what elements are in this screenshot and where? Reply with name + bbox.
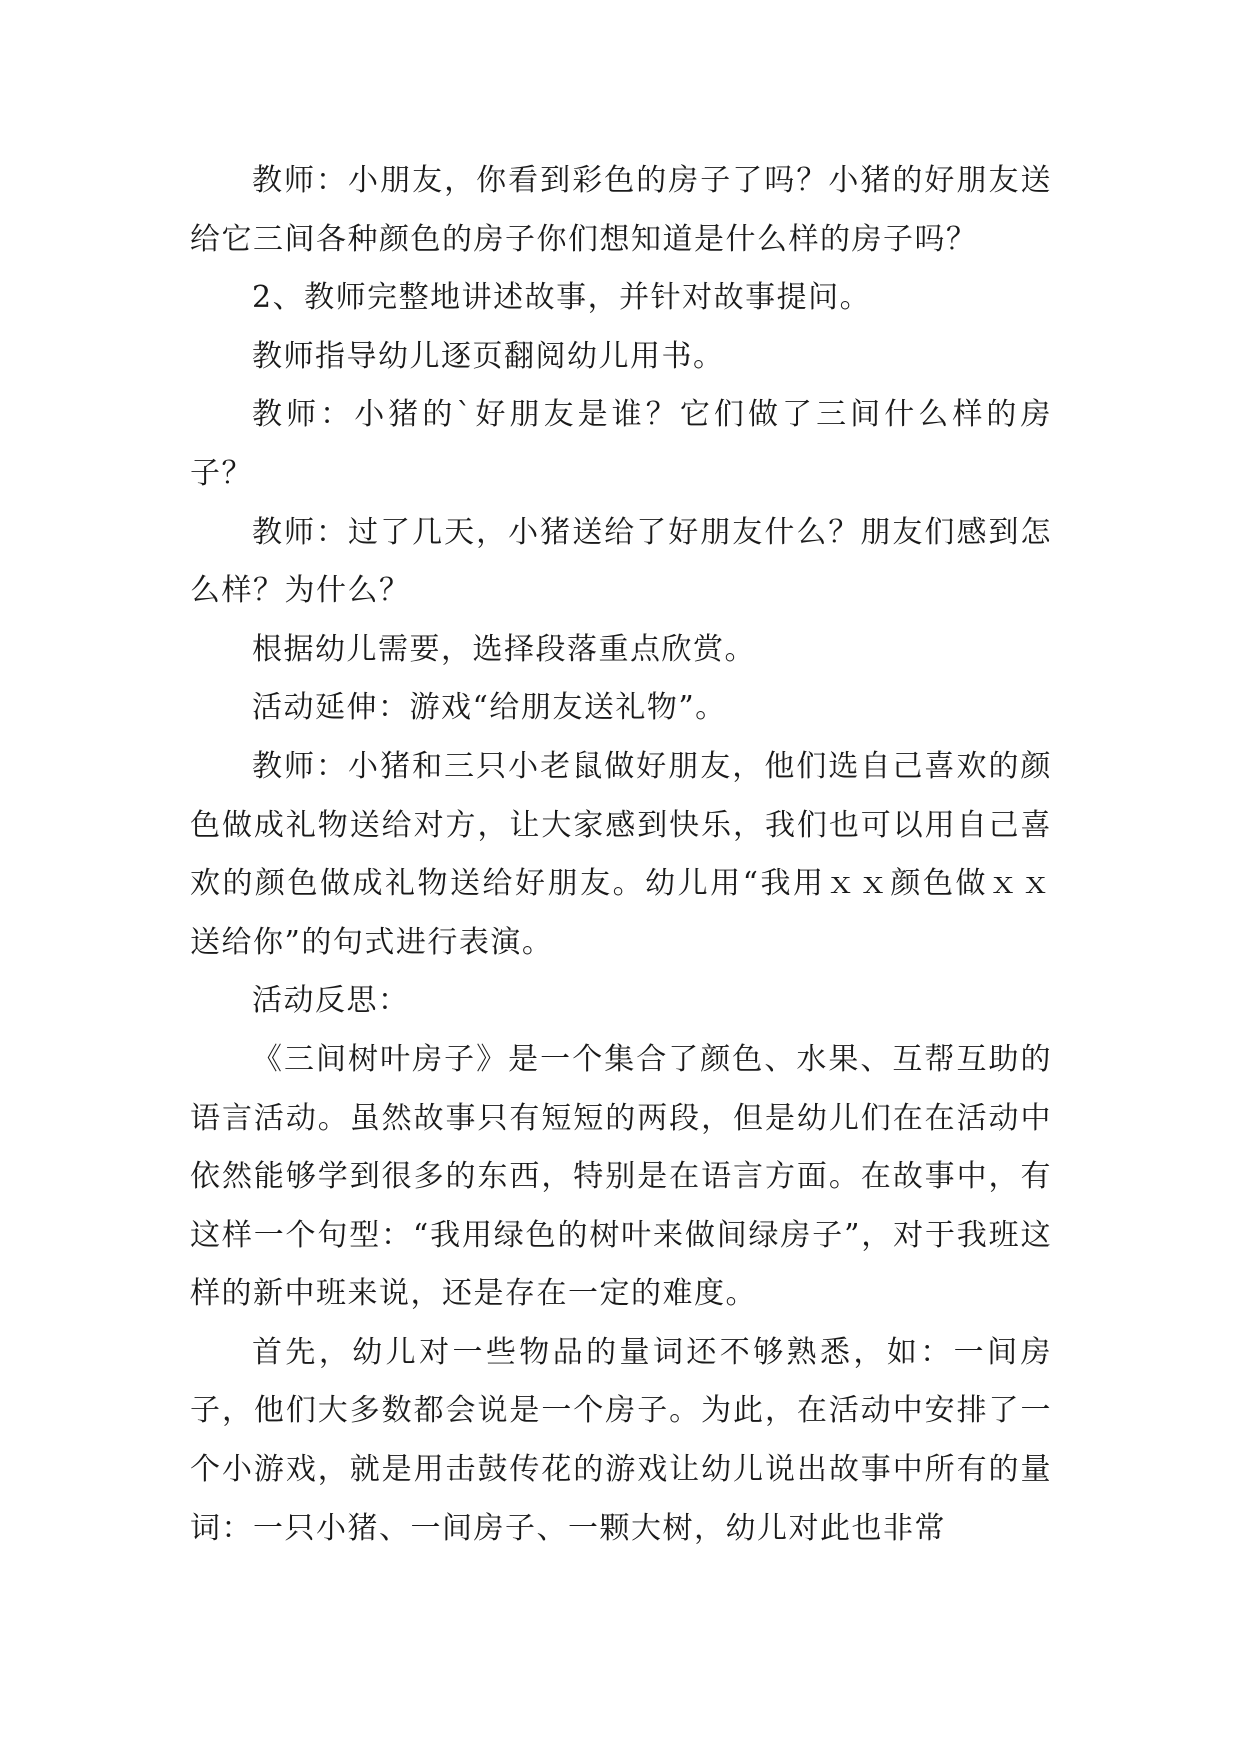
paragraph-teacher-question-friends: 教师：小猪的`好朋友是谁？它们做了三间什么样的房子？ xyxy=(190,397,1052,491)
paragraph-reflection-measure-words: 首先，幼儿对一些物品的量词还不够熟悉，如：一间房子，他们大多数都会说是一个房子。为此，在活动中安排了一个小游戏，就是用击鼓传花的游戏让幼儿说出故事中所有的量词：一只小猪、一间房子、一颗大树，幼儿对此也非常 xyxy=(190,1334,1052,1546)
paragraph-teacher-question-colored-house: 教师：小朋友，你看到彩色的房子了吗？小猪的好朋友送给它三间各种颜色的房子你们想知道是什么样的房子吗？ xyxy=(190,163,1052,257)
paragraph-reflection-heading: 活动反思： xyxy=(252,983,410,1019)
paragraph-teacher-gift-game: 教师：小猪和三只小老鼠做好朋友，他们选自己喜欢的颜色做成礼物送给对方，让大家感到快乐，我们也可以用自己喜欢的颜色做成礼物送给好朋友。幼儿用“我用ｘｘ颜色做ｘｘ送给你”的句式进行表演。 xyxy=(190,748,1052,960)
paragraph-activity-extension: 活动延伸：游戏“给朋友送礼物”。 xyxy=(252,690,727,726)
document-page xyxy=(190,152,1052,1558)
paragraph-step-2-storytelling: 2、教师完整地讲述故事，并针对故事提问。 xyxy=(252,280,872,316)
paragraph-select-excerpt: 根据幼儿需要，选择段落重点欣赏。 xyxy=(252,631,756,667)
paragraph-reflection-body: 《三间树叶房子》是一个集合了颜色、水果、互帮互助的语言活动。虽然故事只有短短的两段，但是幼儿们在在活动中依然能够学到很多的东西，特别是在语言方面。在故事中，有这样一个句型：“我用绿色的树叶来做间绿房子”，对于我班这样的新中班来说，还是存在一定的难度。 xyxy=(190,1041,1052,1312)
paragraph-guide-reading: 教师指导幼儿逐页翻阅幼儿用书。 xyxy=(252,338,725,374)
paragraph-teacher-question-gift: 教师：过了几天，小猪送给了好朋友什么？朋友们感到怎么样？为什么？ xyxy=(190,514,1052,609)
